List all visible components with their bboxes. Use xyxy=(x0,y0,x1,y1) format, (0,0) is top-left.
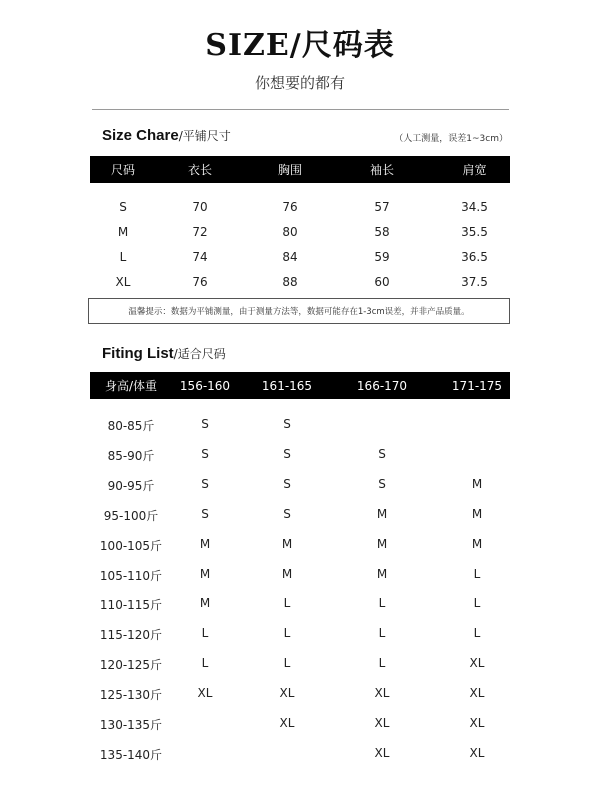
table-cell: 34.5 xyxy=(461,200,488,214)
table-cell: 59 xyxy=(374,250,390,264)
size-cell: S xyxy=(201,446,209,461)
measurement-note: （人工测量，误差1~3cm） xyxy=(394,134,508,144)
size-cell: S xyxy=(283,506,291,521)
size-cell: M xyxy=(376,506,388,521)
weight-label: 100-105斤 xyxy=(99,538,163,553)
size-cell: M xyxy=(376,536,388,551)
page-subtitle: 你想要的都有 xyxy=(254,74,345,92)
size-cell: M xyxy=(471,506,483,521)
weight-label: 120-125斤 xyxy=(99,658,163,673)
size-cell: M xyxy=(199,566,211,581)
table-cell: 74 xyxy=(192,250,208,264)
size-col-header: 尺码 xyxy=(110,163,135,177)
fitting-list-title-cn: /适合尺码 xyxy=(173,347,226,361)
weight-label: 95-100斤 xyxy=(103,508,159,523)
fit-col-header: 161-165 xyxy=(261,378,313,393)
size-chart-title-cn: /平铺尺寸 xyxy=(178,129,231,143)
size-col-header: 肩宽 xyxy=(462,163,487,177)
size-cell: L xyxy=(201,656,209,671)
size-cell: L xyxy=(283,596,291,611)
size-cell: L xyxy=(201,626,209,641)
size-cell: M xyxy=(376,566,388,581)
table-cell: 88 xyxy=(282,275,298,289)
size-cell: XL xyxy=(469,686,485,701)
page-title: SIZE/尺码表 xyxy=(205,28,395,63)
table-cell: 72 xyxy=(192,225,208,239)
table-cell: 84 xyxy=(282,250,298,264)
size-cell: XL xyxy=(374,745,390,760)
size-cell: L xyxy=(283,656,291,671)
table-cell: 60 xyxy=(374,275,390,289)
weight-label: 135-140斤 xyxy=(99,747,163,762)
fit-col-header: 166-170 xyxy=(356,378,408,393)
size-cell: S xyxy=(283,446,291,461)
table-cell: 76 xyxy=(282,200,298,214)
size-cell: XL xyxy=(374,686,390,701)
weight-label: 85-90斤 xyxy=(107,448,155,463)
measurement-tip: 温馨提示：数据为平铺测量，由于测量方法等，数据可能存在1-3cm误差，并非产品质量。 xyxy=(88,298,510,324)
size-cell: S xyxy=(378,476,386,491)
size-cell: XL xyxy=(279,716,295,730)
size-cell: XL xyxy=(469,656,485,671)
weight-label: 115-120斤 xyxy=(99,628,163,643)
size-cell: L xyxy=(378,656,386,671)
size-cell: XL xyxy=(469,745,485,760)
table-cell: L xyxy=(119,250,127,264)
size-cell: S xyxy=(201,476,209,491)
weight-label: 125-130斤 xyxy=(99,688,163,703)
weight-label: 90-95斤 xyxy=(107,478,155,493)
size-cell: L xyxy=(283,626,291,641)
size-cell: M xyxy=(199,596,211,611)
size-cell: S xyxy=(283,476,291,491)
size-cell: S xyxy=(283,417,291,431)
fitting-list-title-en: Fiting List xyxy=(102,345,174,362)
table-cell: XL xyxy=(115,275,131,289)
size-col-header: 胸围 xyxy=(277,163,302,177)
weight-label: 80-85斤 xyxy=(107,419,155,433)
fit-col-header: 156-160 xyxy=(179,378,231,393)
size-cell: XL xyxy=(469,716,485,730)
size-cell: M xyxy=(471,476,483,491)
size-cell: L xyxy=(473,596,481,611)
table-cell: 58 xyxy=(374,225,390,239)
size-col-header: 衣长 xyxy=(187,163,212,177)
table-cell: 76 xyxy=(192,275,208,289)
size-cell: S xyxy=(378,446,386,461)
fitting-list-table xyxy=(90,0,510,800)
size-chart-title-en: Size Chare xyxy=(102,127,179,144)
size-cell: M xyxy=(281,536,293,551)
table-cell: M xyxy=(117,225,129,239)
size-cell: M xyxy=(199,536,211,551)
size-cell: XL xyxy=(197,686,213,701)
size-cell: M xyxy=(281,566,293,581)
weight-label: 110-115斤 xyxy=(99,598,163,613)
weight-label: 130-135斤 xyxy=(99,718,163,732)
size-cell: XL xyxy=(279,686,295,701)
fit-col-header: 171-175 xyxy=(451,378,503,393)
table-cell: 36.5 xyxy=(461,250,488,264)
table-cell: 80 xyxy=(282,225,298,239)
size-cell: XL xyxy=(374,716,390,730)
table-cell: 57 xyxy=(374,200,390,214)
size-col-header: 袖长 xyxy=(369,163,394,177)
size-cell: M xyxy=(471,536,483,551)
table-cell: 35.5 xyxy=(461,225,488,239)
fit-col-header: 身高/体重 xyxy=(104,379,158,393)
size-cell: L xyxy=(473,566,481,581)
table-cell: 37.5 xyxy=(461,275,488,289)
size-cell: S xyxy=(201,417,209,431)
table-cell: 70 xyxy=(192,200,208,214)
table-cell: S xyxy=(119,200,127,214)
size-cell: L xyxy=(473,626,481,641)
size-cell: L xyxy=(378,596,386,611)
size-cell: L xyxy=(378,626,386,641)
weight-label: 105-110斤 xyxy=(99,568,163,583)
size-cell: S xyxy=(201,506,209,521)
